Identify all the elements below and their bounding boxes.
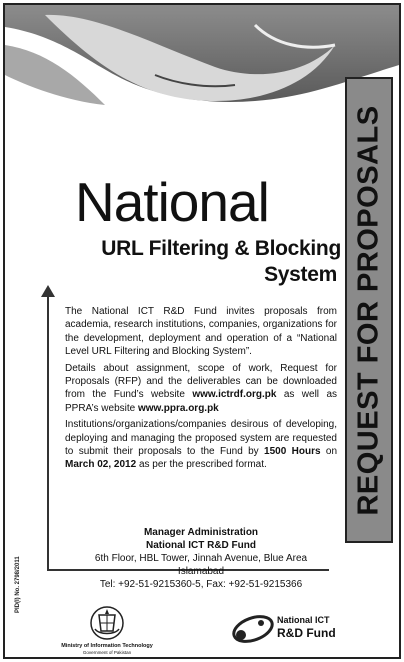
contact-org: National ICT R&D Fund [146,540,256,551]
headline: National [75,171,269,233]
banner-text: REQUEST FOR PROPOSALS [352,104,385,516]
ministry-logo-block [57,605,157,656]
hand-graphic-icon [5,5,399,145]
government-name: Government of Pakistan [82,650,132,655]
arrow-up-icon [41,285,55,297]
contact-title: Manager Administration [143,527,259,538]
deadline-time: 1500 Hours [264,446,321,458]
paragraph-details [65,362,337,416]
pakistan-emblem-icon [89,605,125,641]
ministry-name: Ministry of Information Technology [61,643,153,649]
website-link-ictrdf[interactable]: www.ictrdf.org.pk [192,389,277,401]
subtitle-line-2: System [264,263,337,286]
contact-address-2: Islamabad [177,566,225,577]
contact-address-1: 6th Floor, HBL Tower, Jinnah Avenue, Blue Area [94,553,308,564]
ictrdf-logo-icon [231,613,275,645]
details-text: Details about assignment, scope of work, Request for Proposals (RFP) and the deliverables can be downloaded from the Fund’s website [65,362,337,401]
contact-block [65,526,337,591]
body-text [65,305,337,475]
fund-name-line-2: R&D Fund [277,626,336,640]
fund-name-line-1: National ICT [277,615,330,625]
advertisement-frame [3,3,401,659]
paragraph-submission [65,418,337,472]
submission-text-b: as per the prescribed format. [138,459,267,471]
deadline-date: March 02, 2012 [65,459,137,471]
contact-phone: Tel: +92-51-9215360-5, Fax: +92-51-9215366 [99,579,303,590]
request-for-proposals-banner [345,77,393,543]
fund-logo-block [231,609,341,649]
website-link-ppra[interactable]: www.ppra.org.pk [138,402,219,414]
left-divider [47,297,49,569]
subtitle-line-1: URL Filtering & Blocking [101,237,341,260]
paragraph-invitation: The National ICT R&D Fund invites proposals from academia, research institutions, companies, organizations for the development, deployment and operation of a “National Level URL Filtering and Blocking System”. [65,306,337,358]
publication-code: PID(I) No. 2798/2011 [15,556,21,613]
submission-text-a: Institutions/organizations/companies desirous of developing, deploying and managing the proposed system are requested to submit their proposals to the Fund by [65,419,337,458]
details-mid-text: as well as PPRA’s website [65,389,338,414]
submission-on: on [325,446,338,458]
